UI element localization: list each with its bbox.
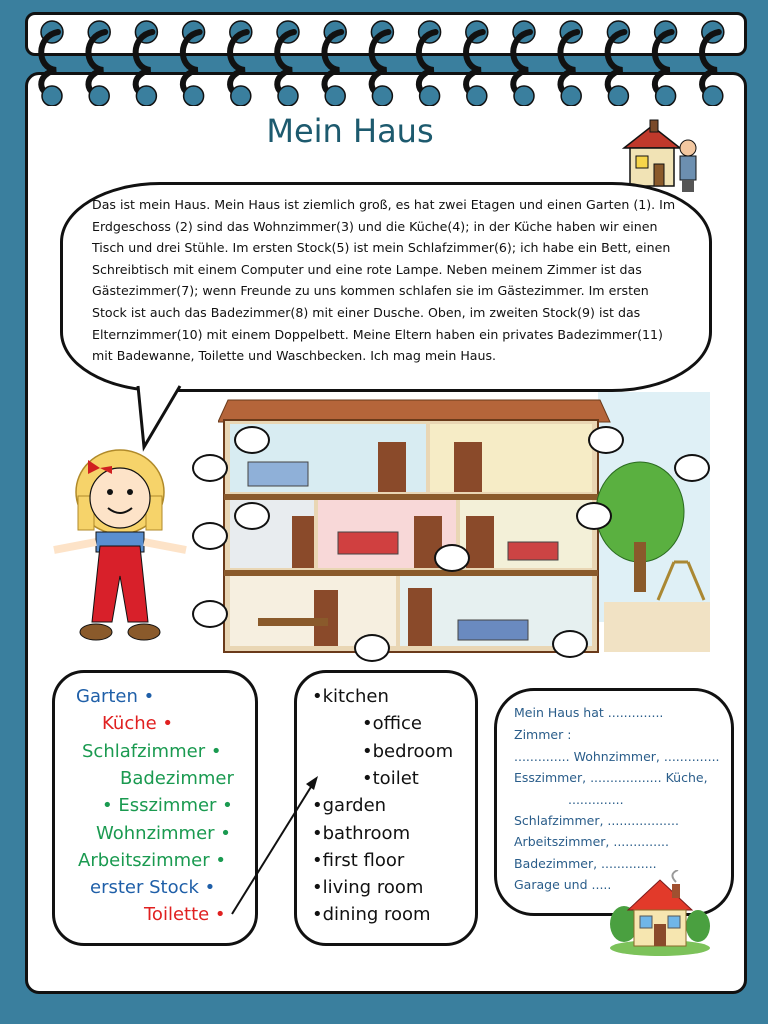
house-illustration xyxy=(218,392,710,660)
fill-in-line: .............. Wohnzimmer, .............. xyxy=(514,749,720,764)
answer-circle[interactable] xyxy=(354,634,390,662)
ring xyxy=(702,21,724,106)
answer-circle[interactable] xyxy=(192,522,228,550)
answer-circle[interactable] xyxy=(552,630,588,658)
answer-circle[interactable] xyxy=(588,426,624,454)
english-word[interactable]: •garden xyxy=(312,795,387,817)
page-title: Mein Haus xyxy=(266,112,434,150)
ring xyxy=(607,21,629,106)
ring xyxy=(135,21,157,106)
fill-in-line: Schlafzimmer, .................. xyxy=(514,813,679,828)
ring xyxy=(513,21,535,106)
ring xyxy=(419,21,441,106)
english-word[interactable]: •toilet xyxy=(362,767,419,789)
ring xyxy=(324,21,346,106)
english-word[interactable]: •kitchen xyxy=(312,686,389,707)
answer-circle[interactable] xyxy=(234,426,270,454)
german-word[interactable]: Garten • xyxy=(76,686,155,707)
answer-circle[interactable] xyxy=(434,544,470,572)
german-word[interactable]: Wohnzimmer • xyxy=(96,822,231,844)
english-word[interactable]: •living room xyxy=(312,877,424,899)
small-house-icon xyxy=(608,870,712,956)
fill-in-line: .............. xyxy=(568,792,624,807)
spiral-rings xyxy=(25,16,747,106)
german-word[interactable]: Arbeitszimmer • xyxy=(78,849,226,871)
answer-circle[interactable] xyxy=(576,502,612,530)
fill-in-line: Garage und ..... xyxy=(514,877,612,892)
english-word[interactable]: •first floor xyxy=(312,849,405,871)
fill-in-line: Esszimmer, .................. Küche, xyxy=(514,770,708,785)
girl-illustration xyxy=(48,446,194,646)
german-word[interactable]: Schlafzimmer • xyxy=(82,740,222,762)
speech-bubble-tail xyxy=(130,385,200,455)
english-word[interactable]: •office xyxy=(362,713,423,735)
fill-in-line: Zimmer : xyxy=(514,727,572,742)
answer-circle[interactable] xyxy=(234,502,270,530)
ring xyxy=(230,21,252,106)
fill-in-line: Arbeitszimmer, .............. xyxy=(514,834,669,849)
ring xyxy=(88,21,110,106)
ring xyxy=(560,21,582,106)
german-word[interactable]: Toilette • xyxy=(144,904,226,926)
english-word[interactable]: •bedroom xyxy=(362,740,454,762)
answer-circle[interactable] xyxy=(192,600,228,628)
english-word[interactable]: •bathroom xyxy=(312,822,411,844)
ring xyxy=(183,21,205,106)
ring xyxy=(41,21,63,106)
german-word[interactable]: erster Stock • xyxy=(90,877,216,899)
fill-in-line: Badezimmer, .............. xyxy=(514,856,657,871)
english-word[interactable]: •dining room xyxy=(312,904,431,926)
german-word[interactable]: Badezimmer xyxy=(120,767,234,789)
answer-circle[interactable] xyxy=(192,454,228,482)
intro-text: Das ist mein Haus. Mein Haus ist ziemlich groß, es hat zwei Etagen und einen Garten (1). Im Erdgeschoss (2) sind das Wohnzimmer(3) und die Küche(4); in der Küche haben wir einen Tisch und drei Stühle. Im ersten Stock(5) ist mein Schlafzimmer(6); ich habe ein Bett, einen Schreibtisch mit einem Computer und eine rote Lampe. Neben meinem Zimmer ist das Gästezimmer(7); wenn Freunde zu uns kommen schlafen sie im Gästezimmer. Im ersten Stock ist auch das Badezimmer(8) mit einer Dusche. Oben, im zweiten Stock(9) ist das Elternzimmer(10) mit einem Doppelbett. Meine Eltern haben ein privates Badezimmer(11) mit Badewanne, Toilette und Waschbecken. Ich mag mein Haus. xyxy=(92,197,676,364)
fill-in-line: Mein Haus hat .............. xyxy=(514,705,664,720)
matching-arrow xyxy=(226,770,326,920)
answer-circle[interactable] xyxy=(674,454,710,482)
ring xyxy=(655,21,677,106)
german-word[interactable]: Küche • xyxy=(102,713,174,735)
ring xyxy=(277,21,299,106)
ring xyxy=(466,21,488,106)
ring xyxy=(371,21,393,106)
german-word[interactable]: • Esszimmer • xyxy=(102,795,233,817)
